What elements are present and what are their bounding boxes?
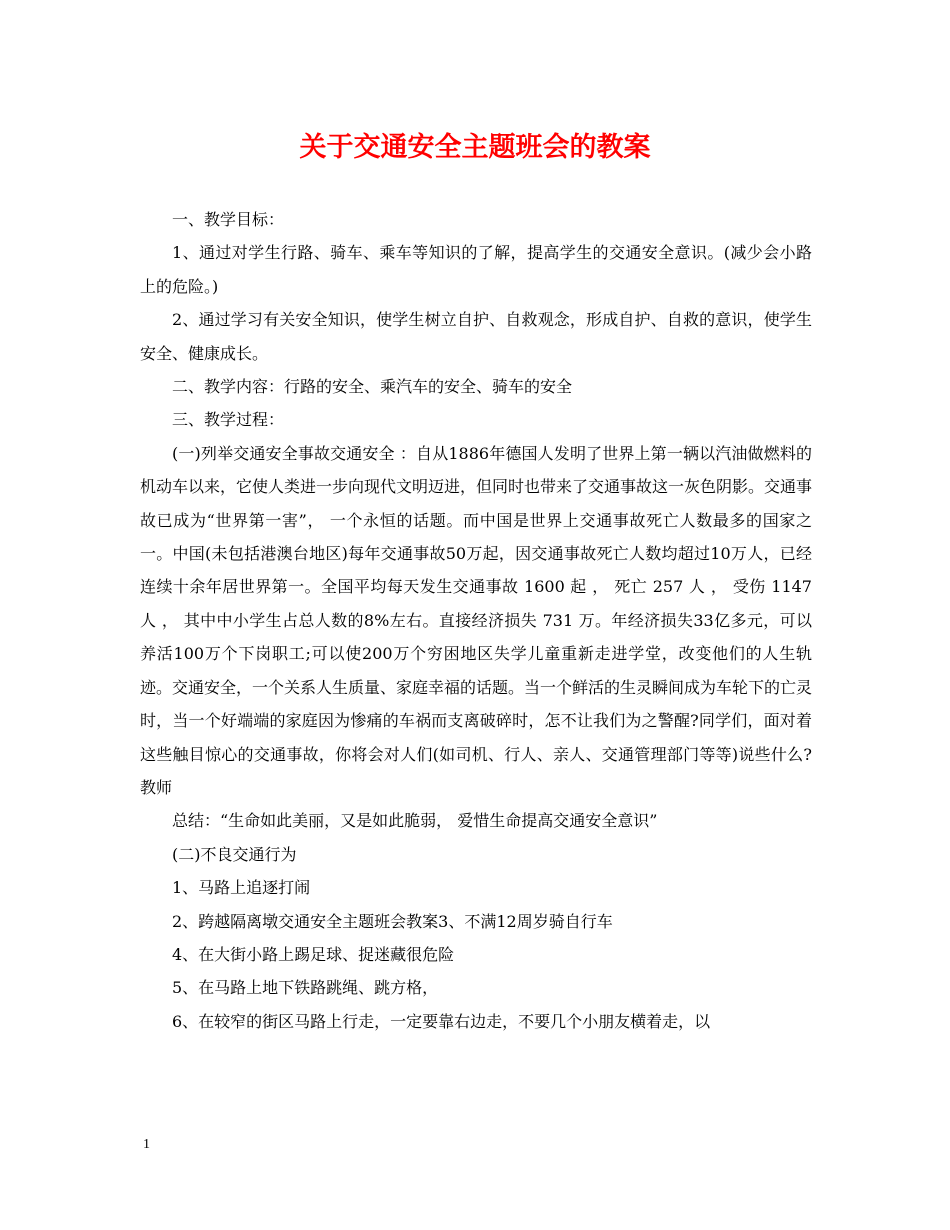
section-heading-goals: 一、教学目标： [172, 210, 285, 229]
page-number: 1 [143, 1137, 150, 1152]
subsection-heading-bad-behavior: (二)不良交通行为 [172, 844, 297, 864]
list-item: 4、在大街小路上踢足球、捉迷藏很危险 [172, 944, 455, 964]
list-item: 2、跨越隔离墩交通安全主题班会教案3、不满12周岁骑自行车 [172, 911, 613, 931]
goal-paragraph-1: 1、通过对学生行路、骑车、乘车等知识的了解，提高学生的交通安全意识。(减少会小路 上的危险。) [140, 243, 812, 296]
list-item: 5、在马路上地下铁路跳绳、跳方格， [172, 978, 439, 998]
section-heading-process: 三、教学过程： [172, 410, 285, 430]
document-title: 关于交通安全主题班会的教案 [299, 132, 651, 163]
list-item: 1、马路上追逐打闹 [172, 878, 311, 898]
goal-paragraph-2: 2、通过学习有关安全知识，使学生树立自护、自救观念，形成自护、自救的意识，使学生安全、健康成长。 [140, 310, 812, 363]
document-body [140, 203, 812, 1038]
accident-paragraph: (一)列举交通安全事故交通安全 ：自从1886年德国人发明了世界上第一辆以汽油做燃料的机动车以来，它使人类进一步向现代文明迈进，但同时也带来了交通事故这一灰色阴影。交通事故已成为“世界第一害”， 一个永恒的话题。而中国是世界上交通事故死亡人数最多的国家之一。中国(未包括港澳台地区)每年交通事故50万起，因交通事故死亡人数均超过10万人，已经连续十余年居世界第一。全国平均每天发生交通事故 1600 起 ， 死亡 257 人 ， 受伤 1147 人 ， 其中中小学生占总人数的8%左右。直接经济损失 731 万。年经济损失33亿多元，可以养活100万个下岗职工;可以使200万个穷困地区失学儿童重新走进学堂，改变他们的人生轨迹。交通安全，一个关系人生质量、家庭幸福的话题。当一个鲜活的生灵瞬间成为车轮下的亡灵时，当一个好端端的家庭因为惨痛的车祸而支离破碎时，怎不让我们为之警醒?同学们，面对着这些触目惊心的交通事故，你将会对人们(如司机、行人、亲人、交通管理部门等等)说些什么?教师 [140, 443, 813, 797]
list-item: 6、在较窄的街区马路上行走，一定要靠右边走，不要几个小朋友横着走，以 [172, 1011, 711, 1031]
summary-paragraph: 总结：“生命如此美丽，又是如此脆弱， 爱惜生命提高交通安全意识” [172, 811, 658, 831]
section-heading-content: 二、教学内容：行路的安全、乘汽车的安全、骑车的安全 [172, 377, 573, 397]
